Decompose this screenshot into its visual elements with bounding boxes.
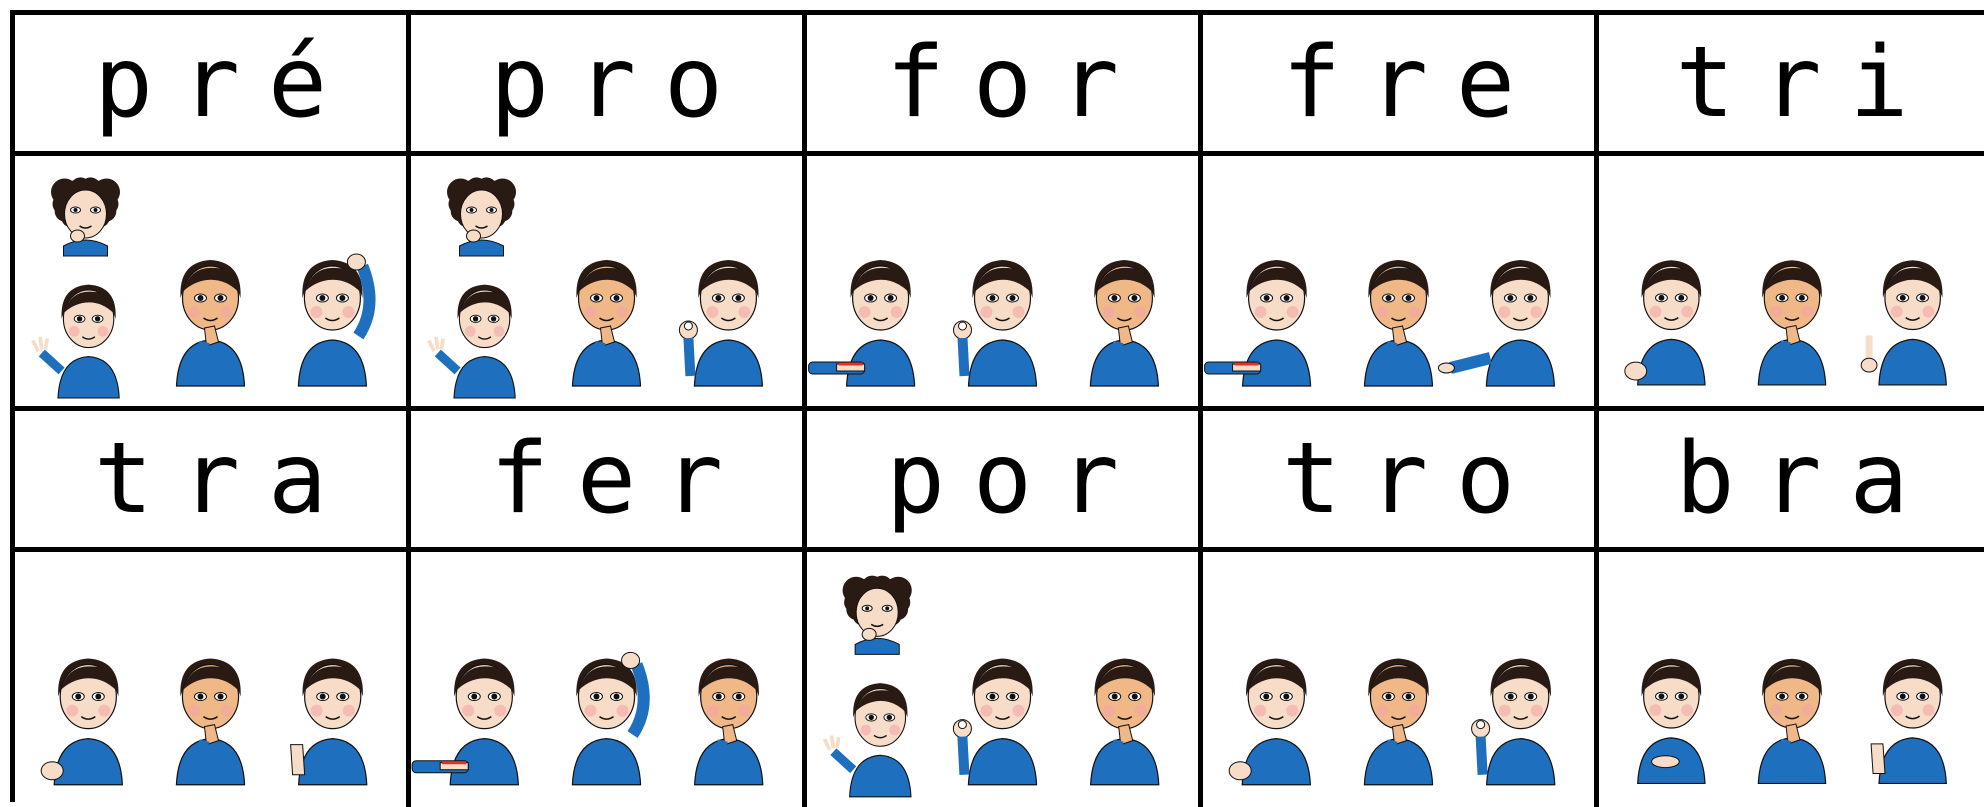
cue-figure — [1091, 658, 1159, 784]
cue-figure — [429, 285, 515, 398]
cue-illustration — [411, 552, 802, 807]
syllable-cell: fre — [1203, 15, 1599, 156]
cue-figure — [1472, 658, 1555, 784]
cue-picture-cell — [15, 156, 411, 411]
cue-picture-cell — [1599, 156, 1984, 411]
cue-illustration — [807, 552, 1198, 807]
cue-picture-cell — [15, 552, 411, 807]
cue-figure — [291, 658, 367, 784]
cue-illustration — [1599, 156, 1984, 406]
syllable-cell: fer — [411, 411, 807, 552]
syllable-cell: for — [807, 15, 1203, 156]
cue-picture-cell — [411, 552, 807, 807]
cue-illustration — [1599, 552, 1984, 807]
cue-figure — [41, 658, 122, 784]
syllable-grid — [10, 10, 1984, 802]
cue-figure — [1758, 659, 1825, 784]
cue-figure — [1758, 260, 1825, 385]
cue-illustration — [807, 156, 1198, 406]
cue-picture-cell — [411, 156, 807, 411]
syllable-cell: por — [807, 411, 1203, 552]
cue-figure — [412, 658, 518, 784]
cue-figure — [809, 260, 915, 386]
cue-figure — [954, 260, 1037, 386]
cue-illustration — [1203, 156, 1594, 406]
cue-picture-cell — [1599, 552, 1984, 807]
cue-figure — [1861, 260, 1946, 385]
cue-figure — [679, 260, 762, 386]
cue-figure — [176, 658, 244, 784]
cue-figure — [824, 683, 911, 797]
cue-figure — [1364, 658, 1432, 784]
cue-figure — [1090, 260, 1158, 386]
cue-figure — [1229, 658, 1310, 784]
syllable-cell: bra — [1599, 411, 1984, 552]
syllable-cell: pré — [15, 15, 411, 156]
cue-figure — [953, 658, 1036, 784]
cue-figure — [51, 177, 120, 256]
cue-figure — [843, 576, 912, 655]
cue-figure — [1365, 260, 1433, 386]
cue-figure — [572, 652, 643, 784]
cue-figure — [1205, 260, 1311, 386]
cue-picture-cell — [807, 156, 1203, 411]
cue-figure — [1638, 659, 1705, 784]
syllable-cell: tra — [15, 411, 411, 552]
cue-picture-cell — [807, 552, 1203, 807]
cue-illustration — [15, 156, 406, 406]
cue-figure — [695, 658, 763, 784]
cue-figure — [1871, 659, 1946, 784]
cue-illustration — [15, 552, 406, 807]
syllable-cell: tri — [1599, 15, 1984, 156]
cue-picture-cell — [1203, 552, 1599, 807]
cue-figure — [33, 285, 119, 398]
cue-figure — [1625, 260, 1705, 385]
syllable-cell: tro — [1203, 411, 1599, 552]
cue-figure — [177, 260, 245, 386]
syllable-cell: pro — [411, 15, 807, 156]
cue-illustration — [411, 156, 802, 406]
cue-figure — [573, 260, 641, 386]
cue-picture-cell — [1203, 156, 1599, 411]
cue-figure — [298, 254, 369, 386]
cue-illustration — [1203, 552, 1594, 807]
cue-figure — [1438, 260, 1554, 386]
cue-figure — [447, 177, 516, 256]
